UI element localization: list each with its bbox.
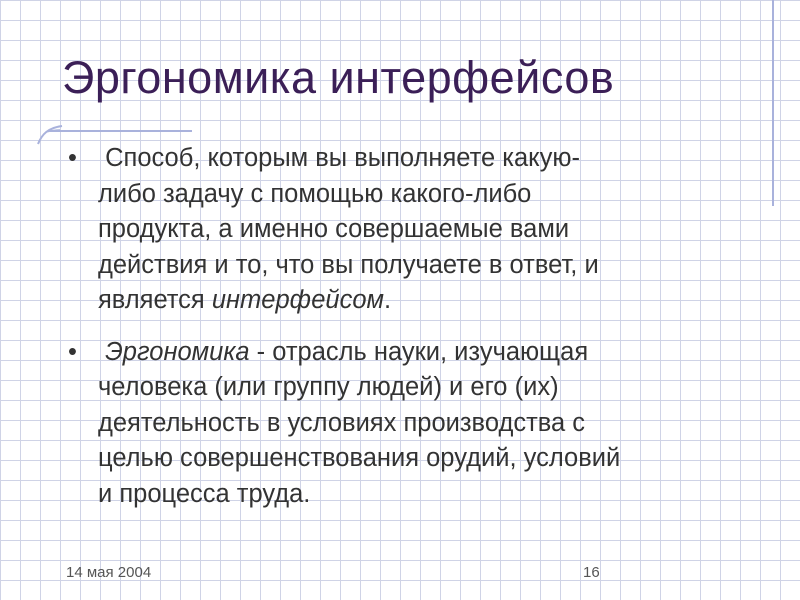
decorative-curl-icon [34, 122, 64, 146]
bullet-item-interface [68, 141, 748, 319]
bullet-marker: • [68, 337, 77, 366]
decorative-horizontal-line [50, 130, 192, 132]
bullet-text-before: Способ, которым вы выполняете какую- либо задачу с помощью какого-либо продукта, а именно совершаемые вами действия и то, что вы получаете в ответ, и является [98, 144, 599, 314]
footer-page-number: 16 [583, 564, 600, 581]
decorative-vertical-line [772, 0, 774, 206]
bullet-emphasis: Эргономика [105, 337, 250, 366]
bullet-text-after: - отрасль науки, изучающая человека (или группу людей) и его (их) деятельность в условиях производства с целью совершенствования орудий, условий и процесса труда. [98, 337, 621, 508]
bullet-text [98, 144, 599, 314]
bullet-marker: • [68, 144, 77, 172]
bullet-emphasis: интерфейсом [211, 286, 385, 314]
footer-date: 14 мая 2004 [66, 564, 152, 581]
bullet-text-after: . [384, 286, 392, 314]
slide-title: Эргономика интерфейсов [62, 52, 615, 103]
bullet-item-ergonomics [68, 335, 748, 513]
bullet-text [98, 338, 620, 508]
bullet-list [68, 141, 748, 512]
